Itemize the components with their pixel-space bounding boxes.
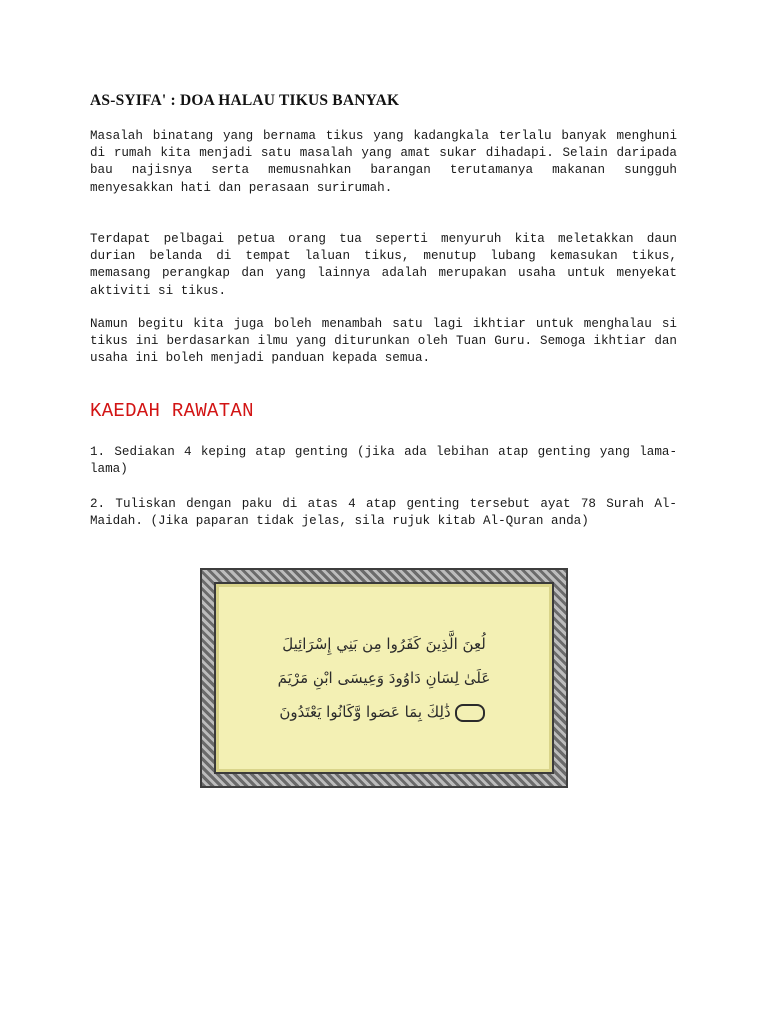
step-1: 1. Sediakan 4 keping atap genting (jika ada lebihan atap genting yang lama-lama) (90, 445, 677, 477)
verse-number-marker (455, 704, 485, 722)
section-heading: KAEDAH RAWATAN (90, 400, 254, 422)
quran-verse-image (200, 568, 568, 788)
verse-text (224, 592, 544, 764)
intro-paragraph: Masalah binatang yang bernama tikus yang kadangkala terlalu banyak menghuni di rumah kita menjadi satu masalah yang amat sukar dihadapi. Selain daripada bau najisnya serta memusnahkan barangan terutamanya makanan sungguh menyesakkan hati dan perasaan surirumah. (90, 129, 677, 195)
verse-panel (214, 582, 554, 774)
verse-line-text: ذَٰلِكَ بِمَا عَصَوا وَّكَانُوا يَعْتَدُونَ (279, 703, 451, 721)
step-2: 2. Tuliskan dengan paku di atas 4 atap genting tersebut ayat 78 Surah Al-Maidah. (Jika paparan tidak jelas, sila rujuk kitab Al-Quran anda) (90, 497, 677, 529)
ikhtiar-paragraph: Namun begitu kita juga boleh menambah satu lagi ikhtiar untuk menghalau si tikus ini berdasarkan ilmu yang diturunkan oleh Tuan Guru. Semoga ikhtiar dan usaha ini boleh menjadi panduan kepada semua. (90, 317, 677, 366)
document-title: AS-SYIFA' : DOA HALAU TIKUS BANYAK (90, 92, 400, 109)
verse-line: عَلَىٰ لِسَانِ دَاوُودَ وَعِيسَى ابْنِ مَرْيَمَ (277, 669, 491, 687)
petua-paragraph: Terdapat pelbagai petua orang tua seperti menyuruh kita meletakkan daun durian belanda di tempat laluan tikus, menutup lubang kemasukan tikus, memasang perangkap dan yang lainnya adalah merupakan usaha untuk menyekat aktiviti si tikus. (90, 232, 677, 298)
verse-line (224, 695, 544, 729)
verse-line: لُعِنَ الَّذِينَ كَفَرُوا مِن بَنِي إِسْرَائِيلَ (282, 635, 486, 653)
